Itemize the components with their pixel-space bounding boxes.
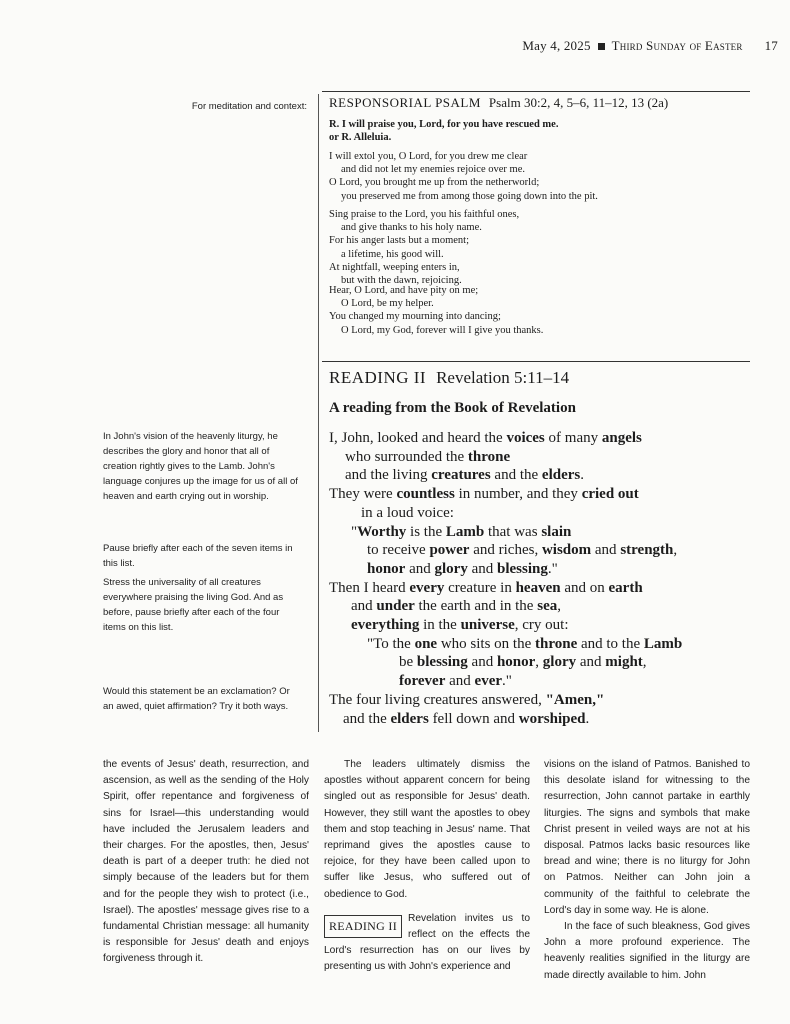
psalm-line: You changed my mourning into dancing;: [329, 311, 501, 323]
psalm-line: a lifetime, his good will.: [341, 248, 444, 260]
psalm-title: RESPONSORIAL PSALM: [329, 95, 481, 110]
margin-note-exclamation: Would this statement be an exclamation? Or an awed, quiet affirmation? Try it both ways.: [103, 686, 290, 712]
psalm-line: and did not let my enemies rejoice over me.: [341, 164, 525, 176]
section-rule: [322, 361, 750, 362]
margin-note-vision: In John's vision of the heavenly liturgy, he describes the glory and honor that all of creation rightly gives to the Lamb. John's language conjures up the image for us of all of heaven and earth crying out in worship.: [103, 431, 298, 502]
psalm-line: Sing praise to the Lord, you his faithful ones,: [329, 209, 520, 220]
response-line: or R. Alleluia.: [329, 132, 392, 144]
margin-note-stress: Stress the universality of all creatures everywhere praising the living God. And as before, pause briefly after each of the four items on this list.: [103, 577, 284, 633]
header-date: May 4, 2025: [522, 38, 591, 53]
margin-note-pause: Pause briefly after each of the seven items in this list.: [103, 543, 293, 569]
psalm-stanza: [329, 208, 759, 287]
psalm-line: At nightfall, weeping enters in,: [329, 261, 460, 273]
psalm-stanza: [329, 284, 759, 337]
commentary-paragraph: visions on the island of Patmos. Banished to this desolate island for witnessing to the resurrection, John cannot partake in earthly liturgies. The signs and symbols that make Christ present in veiled ways are not at his disposal. Patmos lacks basic resources like bread and wine; there is no liturgy for John on Patmos. Neither can John join a community of the faithful to celebrate the Lord's day in some way. He is alone.: [544, 759, 750, 916]
psalm-heading: [329, 95, 668, 111]
reading2-reference: Revelation 5:11–14: [436, 368, 570, 387]
psalm-line: For his anger lasts but a moment;: [329, 235, 469, 247]
psalm-line: and give thanks to his holy name.: [341, 222, 482, 234]
header-title: Third Sunday of Easter: [611, 38, 743, 53]
reading2-title: READING II: [329, 368, 427, 387]
square-bullet-icon: [598, 43, 605, 50]
psalm-line: O Lord, my God, forever will I give you thanks.: [341, 324, 544, 336]
commentary-column-3: [544, 757, 750, 984]
psalm-line: O Lord, be my helper.: [341, 298, 434, 310]
reading2-heading: [329, 368, 569, 388]
psalm-response: [329, 118, 759, 144]
reading2-subtitle: A reading from the Book of Revelation: [329, 400, 576, 416]
commentary-column-2: [324, 757, 530, 976]
commentary-paragraph: The leaders ultimately dismiss the apostles without apparent concern for being singled out as responsible for Jesus' death. However, they still want the apostles to obey them and stop teaching in Jesus' name. That reprimand gives the apostles cause to rejoice, for they have been called upon to suffer like Jesus, who suffered out of obedience to God.: [324, 759, 530, 900]
commentary-column-1: [103, 757, 309, 968]
psalm-line: Hear, O Lord, and have pity on me;: [329, 285, 479, 296]
response-line: R. I will praise you, Lord, for you have rescued me.: [329, 119, 559, 130]
psalm-line: but with the dawn, rejoicing.: [341, 275, 462, 287]
psalm-reference: Psalm 30:2, 4, 5–6, 11–12, 13 (2a): [488, 95, 669, 110]
psalm-line: I will extol you, O Lord, for you drew me clear: [329, 151, 528, 162]
commentary-paragraph: the events of Jesus' death, resurrection, and ascension, as well as the sending of the Holy Spirit, offer repentance and forgiveness of sins for Israel—this understanding would have included the Jerusalem leaders and their charges. For the apostles, then, Jesus' death is part of a deeper truth: he died not simply because of the leaders but for them and for the people they wish to protect (i.e., Israel). The apostles' message gives rise to a fundamental Christian message: all humanity is responsible for Jesus' death and enjoys forgiveness through it.: [103, 759, 309, 965]
page-header: [522, 38, 778, 54]
psalm-line: O Lord, you brought me up from the netherworld;: [329, 177, 540, 189]
psalm-line: you preserved me from among those going down into the pit.: [341, 190, 598, 202]
margin-note-meditation: For meditation and context:: [191, 101, 307, 112]
commentary-paragraph: Revelation invites us to reflect on the effects the Lord's resurrection has on our lives by presenting us with John's experience and: [324, 912, 530, 973]
reading2-text: I, John, looked and heard the voices of many angels who surrounded the throne and the living creatures and the elders. They were countless in number, and they cried out in a loud voice: "Worthy is the Lamb that was slain to receive power and riches, wisdom and strength, honor and glory and blessing." Then I heard every creature in heaven and on earth and under the earth and in the sea, everything in the universe, cry out: "To the one who sits on the throne and to the Lamb be blessing and honor, glory and might, forever and ever." The four living creatures answered, "Amen," and the elders fell down and worshiped.: [329, 430, 683, 727]
column-divider: [318, 94, 319, 732]
commentary-paragraph: In the face of such bleakness, God gives John a more profound experience. The heavenly realities signified in the liturgy are made directly available to him. John: [544, 921, 750, 981]
psalm-stanza: [329, 150, 759, 203]
section-rule: [322, 91, 750, 92]
page-number: 17: [764, 38, 778, 53]
reading2-label-box: READING II: [324, 915, 402, 938]
